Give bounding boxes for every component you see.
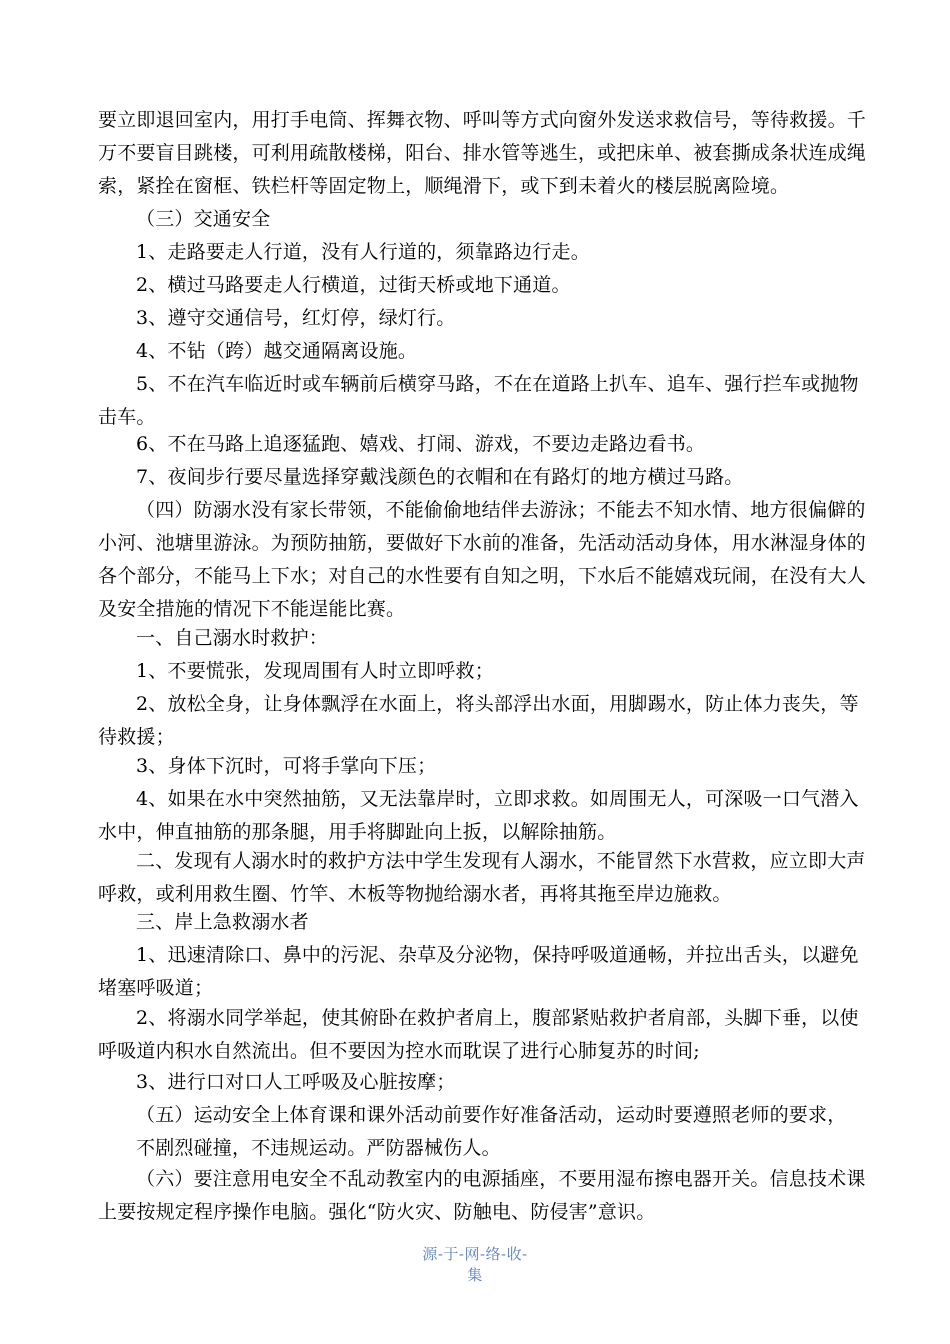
- first-aid-item-2: 2、将溺水同学举起，使其俯卧在救护者肩上，腹部紧贴救护者肩部，头脚下垂，以使呼吸道内积水自然流出。但不要因为控水而耽误了进行心肺复苏的时间;: [98, 1007, 859, 1062]
- paragraph-fire-escape: 要立即退回室内，用打手电筒、挥舞衣物、呼叫等方式向窗外发送求救信号，等待救援。千万不要盲目跳楼，可利用疏散楼梯，阳台、排水管等逃生，或把床单、被套撕成条状连成绳索，紧拴在窗框、铁栏杆等固定物上，顺绳滑下，或下到未着火的楼层脱离险境。: [98, 109, 867, 197]
- paragraph-drowning-prevention: （四）防溺水没有家长带领，不能偷偷地结伴去游泳；不能去不知水情、地方很偏僻的小河、池塘里游泳。为预防抽筋，要做好下水前的准备，先活动活动身体，用水淋湿身体的各个部分，不能马上下水；对自己的水性要有自知之明，下水后不能嬉戏玩闹，在没有大人及安全措施的情况下不能逞能比赛。: [98, 499, 867, 620]
- paragraph-rescue-others: 二、发现有人溺水时的救护方法中学生发现有人溺水，不能冒然下水营救，应立即大声呼救，或利用救生圈、竹竿、木板等物抛给溺水者，再将其拖至岸边施救。: [98, 850, 866, 905]
- traffic-item-5: 5、不在汽车临近时或车辆前后横穿马路，不在在道路上扒车、追车、强行拦车或抛物击车。: [98, 373, 859, 428]
- first-aid-item-1: 1、迅速清除口、鼻中的污泥、杂草及分泌物，保持呼吸道通畅，并拉出舌头，以避免堵塞呼吸道；: [98, 944, 859, 999]
- heading-self-rescue: 一、自己溺水时救护：: [136, 627, 329, 649]
- paragraph-electric-safety: （六）要注意用电安全不乱动教室内的电源插座，不要用湿布擦电器开关。信息技术课上要按规定程序操作电脑。强化“防火灾、防触电、防侵害”意识。: [98, 1168, 866, 1223]
- page-footer: [360, 1244, 590, 1286]
- footer-line-2: 集: [467, 1266, 483, 1284]
- traffic-item-6: 6、不在马路上追逐猛跑、嬉戏、打闹、游戏，不要边走路边看书。: [136, 433, 706, 455]
- traffic-item-4: 4、不钻（跨）越交通隔离设施。: [136, 340, 418, 362]
- self-rescue-item-1: 1、不要慌张，发现周围有人时立即呼救；: [136, 660, 494, 682]
- self-rescue-item-3: 3、身体下沉时，可将手掌向下压；: [136, 755, 437, 777]
- paragraph-sports-safety: （五）运动安全上体育课和课外活动前要作好准备活动，运动时要遵照老师的要求，: [136, 1104, 847, 1126]
- self-rescue-item-2: 2、放松全身，让身体飘浮在水面上，将头部浮出水面，用脚踢水，防止体力丧失，等待救援；: [98, 693, 859, 748]
- first-aid-item-3: 3、进行口对口人工呼吸及心脏按摩；: [136, 1071, 456, 1093]
- self-rescue-item-4: 4、如果在水中突然抽筋，又无法靠岸时，立即求救。如周围无人，可深吸一口气潜入水中，伸直抽筋的那条腿，用手将脚趾向上扳，以解除抽筋。: [98, 788, 859, 843]
- footer-line-1: 源-于-网-络-收-: [422, 1245, 528, 1263]
- heading-traffic-safety: （三）交通安全: [136, 208, 271, 230]
- paragraph-sports-safety-cont: 不剧烈碰撞，不违规运动。严防器械伤人。: [136, 1137, 501, 1159]
- traffic-item-7: 7、夜间步行要尽量选择穿戴浅颜色的衣帽和在有路灯的地方横过马路。: [136, 466, 744, 488]
- traffic-item-3: 3、遵守交通信号，红灯停，绿灯行。: [136, 307, 456, 329]
- traffic-item-1: 1、走路要走人行道，没有人行道的，须靠路边行走。: [136, 241, 590, 263]
- traffic-item-2: 2、横过马路要走人行横道，过街天桥或地下通道。: [136, 274, 571, 296]
- heading-shore-first-aid: 三、岸上急救溺水者: [136, 911, 309, 933]
